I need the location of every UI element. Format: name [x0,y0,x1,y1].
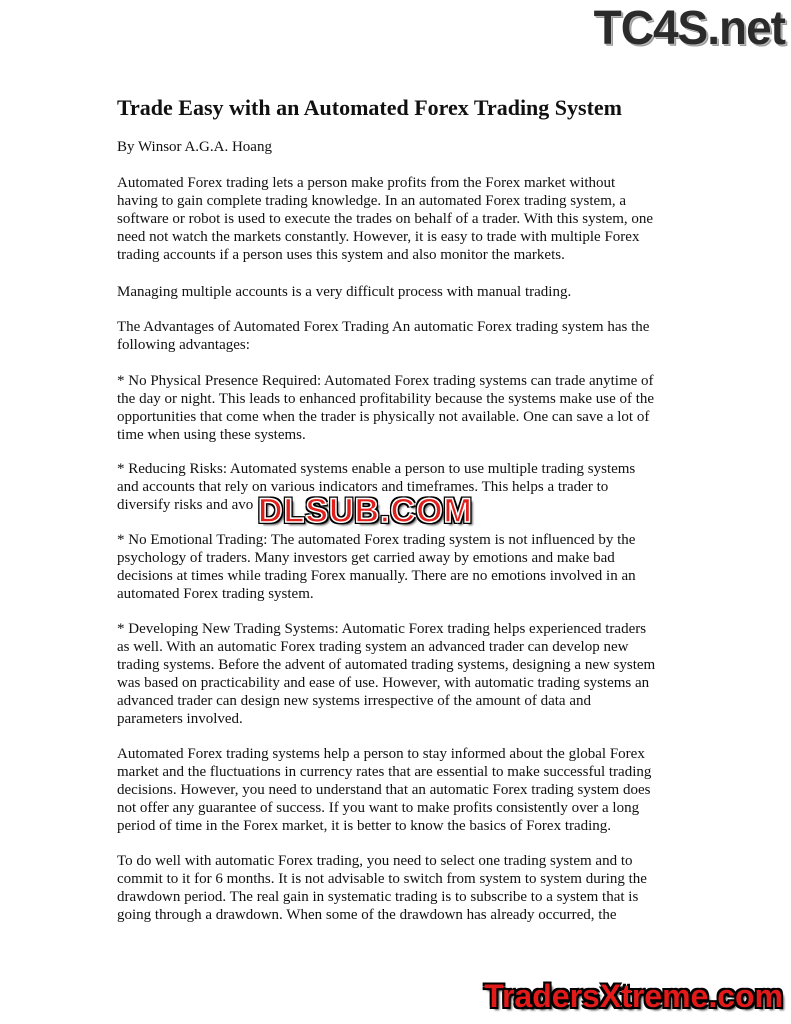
paragraph-physical-presence [117,372,687,444]
text-line: software or robot is used to execute the trades on behalf of a trader. With this system, one [117,211,654,227]
text-line: Managing multiple accounts is a very difficult process with manual trading. [117,284,572,300]
text-line: diversify risks and avo [117,497,254,513]
text-line: need not watch the markets constantly. However, it is easy to trade with multiple Forex [117,229,640,245]
text-line: automated Forex trading system. [117,586,314,602]
text-line: time when using these systems. [117,427,306,443]
text-line: * Developing New Trading Systems: Automatic Forex trading helps experienced traders [117,621,647,637]
text-line: drawdown period. The real gain in systematic trading is to subscribe to a system that is [117,889,639,905]
text-line: the day or night. This leads to enhanced profitability because the systems make use of the [117,391,655,407]
paragraph-stay-informed [117,745,687,835]
text-line: opportunities that come when the trader is physically not available. One can save a lot of [117,409,650,425]
text-line: and accounts that rely on various indicators and timeframes. This helps a trader to [117,479,609,495]
paragraph-new-systems [117,620,687,728]
text-line: not offer any guarantee of success. If you want to make profits consistently over a long [117,800,640,816]
watermark-tc4s: TC4S.net [593,0,785,55]
text-line: The Advantages of Automated Forex Trading An automatic Forex trading system has the [117,319,650,335]
paragraph-emotional-trading [117,531,687,603]
text-line: advanced trader can design new systems irrespective of the amount of data and [117,693,591,709]
text-line: * No Physical Presence Required: Automated Forex trading systems can trade anytime of [117,373,654,389]
text-line: following advantages: [117,337,250,353]
text-line: going through a drawdown. When some of the drawdown has already occurred, the [117,907,617,923]
text-line: commit to it for 6 months. It is not advisable to switch from system to system during the [117,871,647,887]
text-line: parameters involved. [117,711,243,727]
text-line: trading accounts if a person uses this system and also monitor the markets. [117,247,565,263]
text-line: was based on practicability and ease of use. However, with automatic trading systems an [117,675,650,691]
text-line: To do well with automatic Forex trading, you need to select one trading system and to [117,853,633,869]
author-byline: By Winsor A.G.A. Hoang [117,139,272,155]
paragraph-do-well [117,852,687,924]
paragraph-managing [117,283,687,301]
text-line: * Reducing Risks: Automated systems enable a person to use multiple trading systems [117,461,636,477]
text-line: decisions. However, you need to understand that an automatic Forex trading system does [117,782,651,798]
text-line: * No Emotional Trading: The automated Forex trading system is not influenced by the [117,532,636,548]
document-title: Trade Easy with an Automated Forex Trading System [117,95,623,120]
text-line: Automated Forex trading systems help a person to stay informed about the global Forex [117,746,645,762]
text-line: market and the fluctuations in currency rates that are essential to make successful trading [117,764,652,780]
text-line: as well. With an automatic Forex trading system an advanced trader can develop new [117,639,629,655]
text-line: period of time in the Forex market, it is better to know the basics of Forex trading. [117,818,612,834]
paragraph-intro [117,174,687,264]
text-line: psychology of traders. Many investors get carried away by emotions and make bad [117,550,615,566]
watermark-tradersxtreme: TradersXtreme.com [484,978,783,1014]
text-line: decisions at times while trading Forex manually. There are no emotions involved in an [117,568,636,584]
text-line: Automated Forex trading lets a person make profits from the Forex market without [117,175,616,191]
watermark-dlsub: DLSUB.COM [258,492,473,530]
text-line: having to gain complete trading knowledge. In an automated Forex trading system, a [117,193,627,209]
text-line: trading systems. Before the advent of automated trading systems, designing a new system [117,657,656,673]
paragraph-advantages-heading [117,318,687,354]
